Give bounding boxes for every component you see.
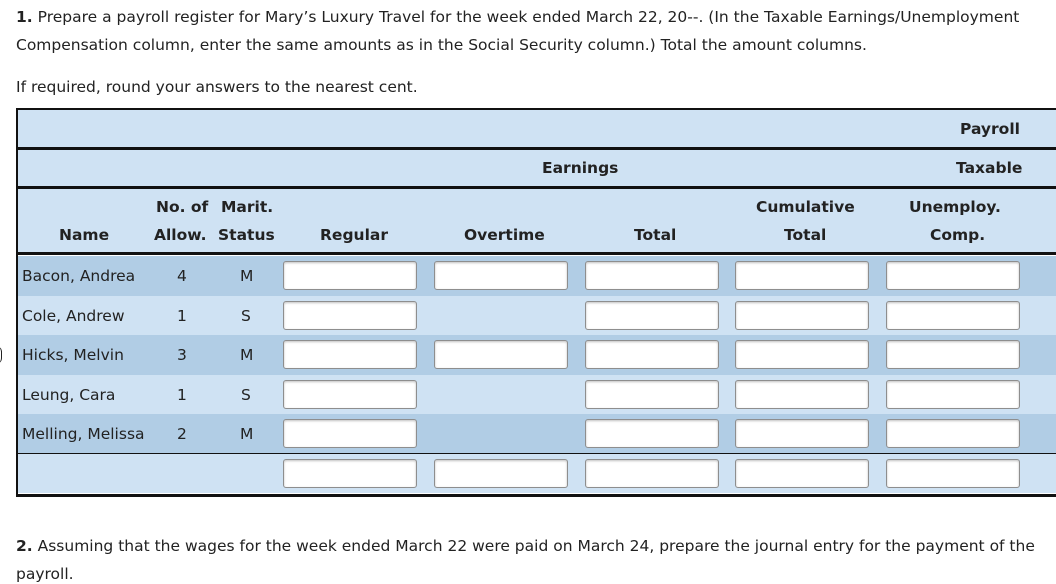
employee-name: Melling, Melissa (22, 425, 145, 443)
col-header-cumulative-1: Cumulative (756, 198, 855, 216)
taxable-header: Taxable (956, 159, 1023, 177)
unemploy-comp-input[interactable] (886, 419, 1020, 448)
regular-earnings-input[interactable] (283, 419, 417, 448)
marital-status: M (240, 267, 254, 285)
total-earnings-input[interactable] (585, 301, 719, 330)
question-1-text-line-1 (16, 7, 1019, 27)
question-1-line-1: Prepare a payroll register for Mary’s Luxury Travel for the week ended March 22, 20--. (In the Taxable Earnings/Unemployment (37, 8, 1020, 26)
table-row (18, 256, 1056, 296)
unemploy-comp-input[interactable] (886, 261, 1020, 290)
unemploy-comp-input[interactable] (886, 340, 1020, 369)
question-2-number: 2. (16, 537, 33, 555)
col-header-allow-1: No. of (156, 198, 209, 216)
total-earnings-input[interactable] (585, 380, 719, 409)
col-header-regular: Regular (320, 226, 388, 244)
regular-earnings-input[interactable] (283, 301, 417, 330)
employee-name: Bacon, Andrea (22, 267, 136, 285)
allowances: 1 (177, 385, 187, 404)
marital-status: M (240, 425, 254, 443)
col-header-cumulative-2: Total (784, 226, 827, 244)
cumulative-total-input[interactable] (735, 261, 869, 290)
table-row (18, 335, 1056, 375)
total-earnings-input[interactable] (585, 261, 719, 290)
unemploy-comp-total-input[interactable] (886, 459, 1020, 488)
earnings-header: Earnings (542, 159, 619, 177)
col-header-status-2: Status (218, 226, 275, 244)
marital-status: S (241, 306, 251, 325)
question-2-text-line-1 (16, 536, 1035, 556)
overtime-earnings-input[interactable] (434, 340, 568, 369)
rounding-note: If required, round your answers to the nearest cent. (16, 78, 418, 96)
unemploy-comp-input[interactable] (886, 380, 1020, 409)
employee-name: Hicks, Melvin (22, 346, 124, 364)
overtime-earnings-input[interactable] (434, 261, 568, 290)
question-2-line-2: payroll. (16, 565, 74, 583)
header-divider-3 (18, 252, 1056, 255)
allowances: 2 (177, 425, 187, 443)
table-row (18, 375, 1056, 415)
col-header-unemploy-2: Comp. (930, 226, 986, 244)
side-marker (0, 346, 2, 364)
unemploy-comp-input[interactable] (886, 301, 1020, 330)
employee-name: Cole, Andrew (22, 306, 125, 325)
allowances: 4 (177, 267, 187, 285)
cumulative-total-input[interactable] (735, 301, 869, 330)
col-header-allow-2: Allow. (154, 226, 207, 244)
allowances: 3 (177, 346, 187, 364)
earnings-total-input[interactable] (585, 459, 719, 488)
payroll-header: Payroll (960, 120, 1020, 138)
total-earnings-input[interactable] (585, 340, 719, 369)
col-header-total: Total (634, 226, 677, 244)
table-row (18, 296, 1056, 336)
employee-name: Leung, Cara (22, 385, 116, 404)
col-header-name: Name (59, 226, 110, 244)
cumulative-total-input[interactable] (735, 380, 869, 409)
cumulative-total-sum-input[interactable] (735, 459, 869, 488)
earnings-header-band (18, 150, 1056, 186)
marital-status: M (240, 346, 254, 364)
cumulative-total-input[interactable] (735, 419, 869, 448)
col-header-status-1: Marit. (221, 198, 274, 216)
question-1-number: 1. (16, 8, 33, 26)
payroll-header-band (18, 110, 1056, 147)
payroll-register-table (16, 108, 1056, 497)
allowances: 1 (177, 306, 187, 325)
regular-earnings-input[interactable] (283, 380, 417, 409)
regular-earnings-input[interactable] (283, 261, 417, 290)
col-header-overtime: Overtime (464, 226, 545, 244)
marital-status: S (241, 385, 251, 404)
totals-row (18, 453, 1056, 493)
regular-earnings-input[interactable] (283, 340, 417, 369)
cumulative-total-input[interactable] (735, 340, 869, 369)
overtime-total-input[interactable] (434, 459, 568, 488)
total-earnings-input[interactable] (585, 419, 719, 448)
question-2-line-1: Assuming that the wages for the week ended March 22 were paid on March 24, prepare the journal entry for the payment of the (37, 537, 1035, 555)
question-1-line-2: Compensation column, enter the same amounts as in the Social Security column.) Total the amount columns. (16, 36, 867, 54)
col-header-unemploy-1: Unemploy. (909, 198, 1001, 216)
column-headers-band (18, 189, 1056, 252)
table-row (18, 414, 1056, 454)
regular-total-input[interactable] (283, 459, 417, 488)
